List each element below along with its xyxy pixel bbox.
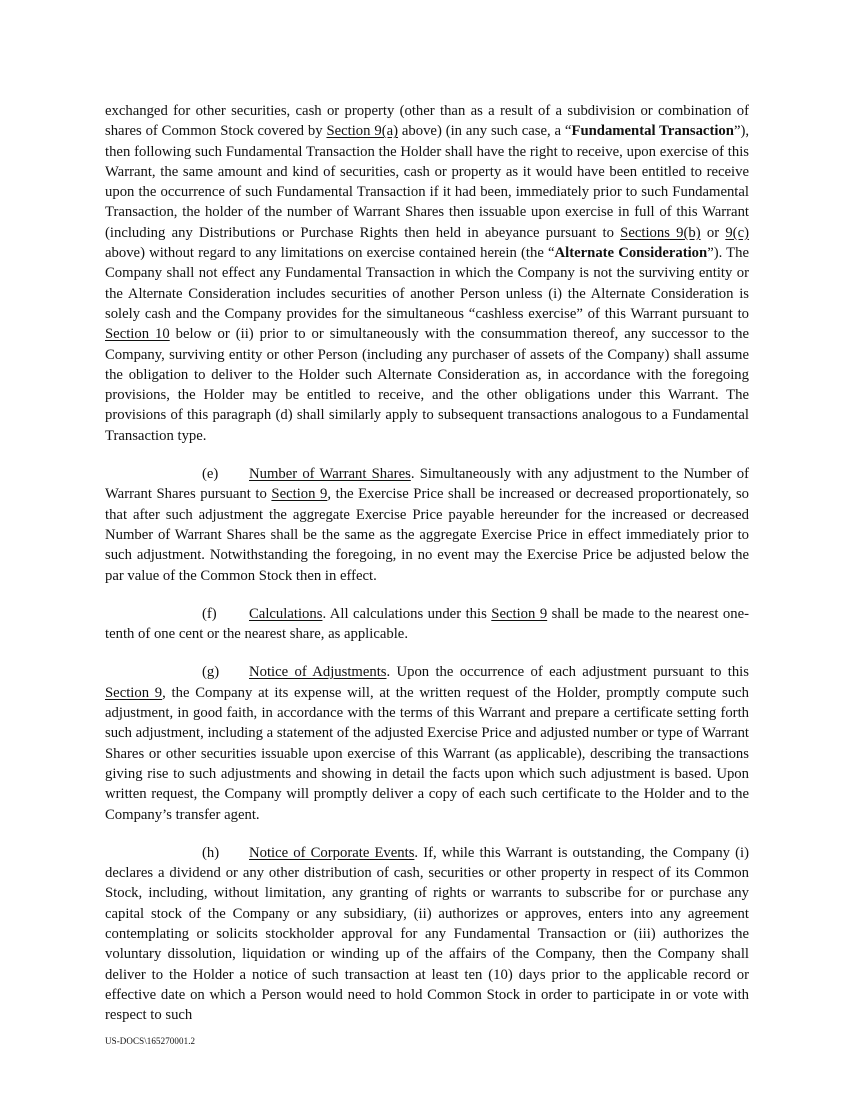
section-reference: Section 10 <box>105 326 170 343</box>
text-run: exchanged for other securities, cash or property (other than as a result of a subdivision or combination of shares of Common Stock covered by <box>105 103 749 140</box>
paragraph-label: (e) <box>202 466 219 483</box>
paragraph-heading: Calculations <box>249 605 323 622</box>
section-reference: Sections 9(b) <box>620 224 701 241</box>
text-run: shall be made to the nearest one-tenth of one cent or the nearest share, as applicable. <box>105 605 749 643</box>
text-run: above) without regard to any limitations on exercise contained herein (the “ <box>105 245 555 262</box>
paragraph-label: (g) <box>202 664 220 681</box>
document-id-footer: US-DOCS\165270001.2 <box>105 1036 196 1046</box>
document-page <box>105 101 749 1025</box>
paragraph-label: (h) <box>202 844 220 861</box>
section-reference: Section 9(a) <box>326 123 399 140</box>
text-run: . If, while this Warrant is outstanding, the Company (i) declares a dividend or any other distribution of cash, securities or other property in respect of its Common Stock, including, without limitation, any granting of rights or warrants to subscribe for or purchase any capital stock of the Company or any subsidiary, (ii) authorizes or approves, enters into any agreement contemplating or solicits stockholder approval for any Fundamental Transaction or (iii) authorizes the voluntary dissolution, liquidation or winding up of the affairs of the Company, then the Company shall deliver to the Holder a notice of such transaction at least ten (10) days prior to the applicable record or effective date on which a Person would need to hold Common Stock in order to participate in or vote with respect to such <box>105 844 749 1024</box>
text-run: . Simultaneously with any adjustment to the Number of Warrant Shares pursuant to <box>105 466 750 503</box>
section-reference: Section 9 <box>271 486 328 503</box>
paragraph-d-continued <box>105 101 749 446</box>
section-reference: Section 9 <box>105 684 163 701</box>
defined-term: Alternate Consideration <box>554 245 708 262</box>
paragraph-heading: Number of Warrant Shares <box>249 466 411 483</box>
paragraph-f <box>105 604 749 645</box>
text-run: , the Exercise Price shall be increased or decreased proportionately, so that after such adjustment the aggregate Exercise Price payable hereunder for the increased or decreased Number of Warrant Shares shall be the same as the aggregate Exercise Price in effect immediately prior to such adjustment. Notwithstanding the foregoing, in no event may the Exercise Price be adjusted below the par value of the Common Stock then in effect. <box>105 486 750 584</box>
section-reference: 9(c) <box>725 224 749 241</box>
text-run: above) (in any such case, a “ <box>398 123 572 140</box>
paragraph-label: (f) <box>202 605 217 622</box>
text-run: , the Company at its expense will, at the written request of the Holder, promptly compute such adjustment, in good faith, in accordance with the terms of this Warrant and prepare a certificate setting forth such adjustment, including a statement of the adjusted Exercise Price and adjusted number or type of Warrant Shares or other securities issuable upon exercise of this Warrant (as applicable), describing the transactions giving rise to such adjustments and showing in detail the facts upon which such adjustment is based. Upon written request, the Company will promptly deliver a copy of each such certificate to the Holder and to the Company’s transfer agent. <box>105 684 749 823</box>
text-run: . All calculations under this <box>322 605 492 622</box>
paragraph-heading: Notice of Adjustments <box>249 664 387 681</box>
paragraph-h <box>105 843 749 1026</box>
text-run: or <box>700 224 726 241</box>
paragraph-g <box>105 662 749 824</box>
text-run: ”). The Company shall not effect any Fundamental Transaction in which the Company is not the surviving entity or the Alternate Consideration includes securities of another Person unless (i) the Alternate Consideration is solely cash and the Company provides for the simultaneous “cashless exercise” of this Warrant pursuant to <box>105 245 749 322</box>
defined-term: Fundamental Transaction <box>571 123 734 140</box>
paragraph-heading: Notice of Corporate Events <box>249 844 415 861</box>
text-run: ”), then following such Fundamental Transaction the Holder shall have the right to receive, upon exercise of this Warrant, the same amount and kind of securities, cash or property as it would have been entitled to receive upon the occurrence of such Fundamental Transaction if it had been, immediately prior to such Fundamental Transaction, the holder of the number of Warrant Shares then issuable upon exercise in full of this Warrant (including any Distributions or Purchase Rights then held in abeyance pursuant to <box>105 123 750 241</box>
text-run: . Upon the occurrence of each adjustment pursuant to this <box>386 664 749 681</box>
section-reference: Section 9 <box>491 605 548 622</box>
paragraph-e <box>105 464 749 586</box>
text-run: below or (ii) prior to or simultaneously with the consummation thereof, any successor to the Company, surviving entity or other Person (including any purchaser of assets of the Company) shall assume the obligation to deliver to the Holder such Alternate Consideration as, in accordance with the foregoing provisions, the Holder may be entitled to receive, and the other obligations under this Warrant. The provisions of this paragraph (d) shall similarly apply to subsequent transactions analogous to a Fundamental Transaction type. <box>105 326 750 444</box>
